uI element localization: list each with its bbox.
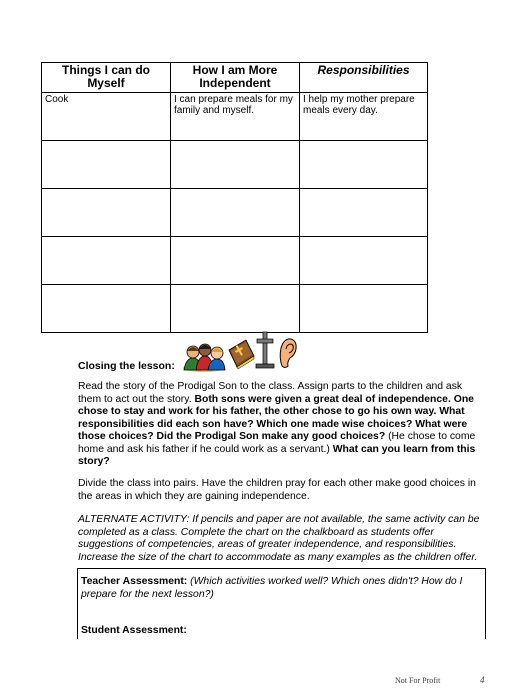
not-for-profit-footer: Not For Profit [395,676,441,685]
chart-header-row [42,63,428,93]
closing-section [78,330,378,372]
table-cell [42,285,171,333]
table-cell [42,189,171,237]
table-cell [300,237,428,285]
table-cell [171,285,300,333]
table-row [42,93,428,141]
table-cell [171,189,300,237]
table-cell [300,189,428,237]
table-cell: I can prepare meals for my family and myself. [171,93,300,141]
table-cell [300,141,428,189]
children-group-icon [182,340,226,372]
story-lesson-question: What can you learn from this story? [78,443,476,467]
cross-icon [254,330,276,370]
story-answer: (He chose to come home and ask his father if he could work as a servant.) [78,431,476,455]
table-cell [42,237,171,285]
header-things-i-can-do: Things I can do Myself [42,63,171,93]
table-row [42,285,428,333]
pairs-paragraph: Divide the class into pairs. Have the children pray for each other make good choices in the areas in which they are gaining independence. [78,478,476,502]
table-row [42,189,428,237]
header-responsibilities: Responsibilities [300,63,428,93]
table-cell [171,237,300,285]
table-cell [300,285,428,333]
table-row [42,141,428,189]
ear-icon [276,336,298,370]
table-row [42,237,428,285]
teacher-assessment-text: (Which activities worked well? Which ones didn't? How do I prepare for the next lesson?) [81,576,463,600]
alternate-activity-paragraph: ALTERNATE ACTIVITY: If pencils and paper are not available, the same activity can be completed as a class. Complete the chart on the chalkboard as students offer suggestions of competencies, areas of greater independence, and responsibilities. Increase the size of the chart to accommodate as many examples as the children offer. [78,514,480,563]
teacher-assessment [81,576,481,601]
closing-heading: Closing the lesson: [78,360,175,372]
story-intro: Read the story of the Prodigal Son to the class. Assign parts to the children and ask them to act out the story. [78,381,463,405]
page-number: 4 [480,675,485,685]
table-cell: Cook [42,93,171,141]
bible-icon [226,336,256,370]
table-cell [171,141,300,189]
story-questions: Both sons were given a great deal of independence. One chose to stay and work for his father, the other chose to go his own way. What responsibilities did each son have? Which one made wise choices? What were those choices? Did the Prodigal Son make any good choices? [78,393,474,442]
teacher-assessment-label: Teacher Assessment: [81,576,188,587]
prodigal-son-paragraph [78,381,484,469]
header-how-more-independent: How I am More Independent [171,63,300,93]
table-cell: I help my mother prepare meals every day. [300,93,428,141]
table-cell [42,141,171,189]
independence-chart [41,62,428,333]
assessment-box [77,568,486,639]
student-assessment-label: Student Assessment: [81,625,187,636]
